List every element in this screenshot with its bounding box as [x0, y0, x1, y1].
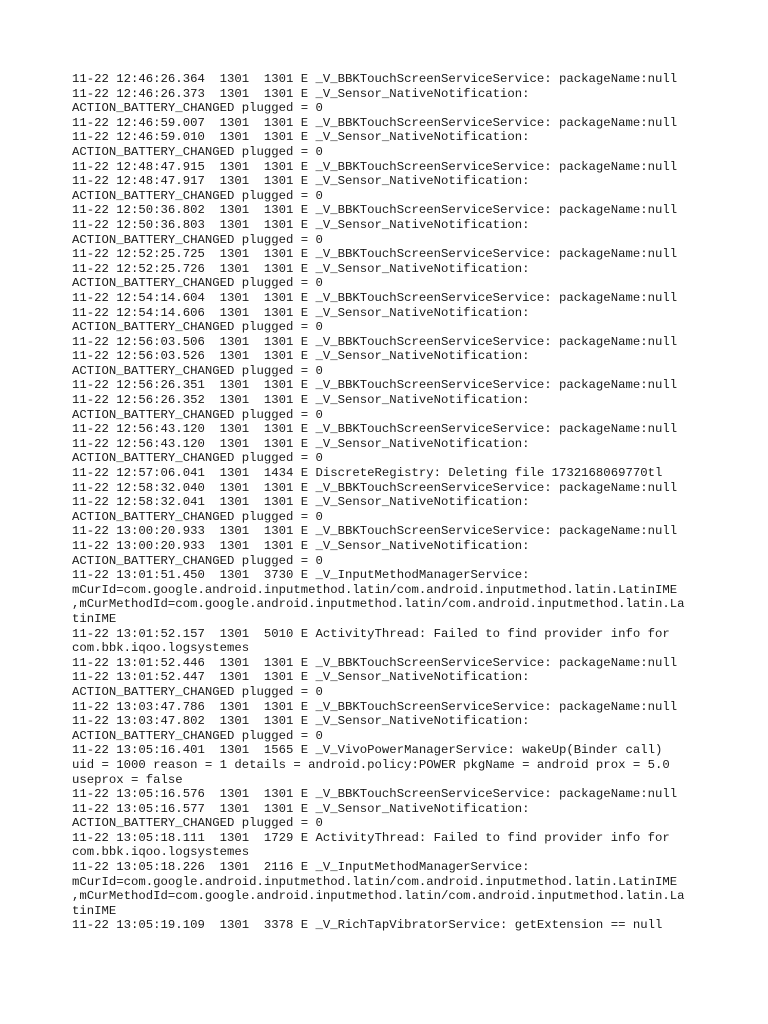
log-line: 11-22 12:56:03.526 1301 1301 E _V_Sensor_NativeNotification: — [72, 349, 530, 364]
log-line: ACTION_BATTERY_CHANGED plugged = 0 — [72, 188, 323, 203]
log-line: ACTION_BATTERY_CHANGED plugged = 0 — [72, 232, 323, 247]
log-line: 11-22 12:52:25.725 1301 1301 E _V_BBKTouchScreenServiceService: packageName:null — [72, 247, 678, 262]
log-line: 11-22 12:52:25.726 1301 1301 E _V_Sensor_NativeNotification: — [72, 261, 530, 276]
log-line: ACTION_BATTERY_CHANGED plugged = 0 — [72, 276, 323, 291]
log-line: 11-22 13:00:20.933 1301 1301 E _V_Sensor_NativeNotification: — [72, 539, 530, 553]
log-line: mCurId=com.google.android.inputmethod.latin/com.android.inputmethod.latin.LatinIME — [72, 874, 678, 889]
log-line: ACTION_BATTERY_CHANGED plugged = 0 — [72, 451, 323, 466]
log-line: 11-22 12:54:14.606 1301 1301 E _V_Sensor_NativeNotification: — [72, 305, 530, 320]
log-line: 11-22 12:56:43.120 1301 1301 E _V_BBKTouchScreenServiceService: packageName:null — [72, 422, 678, 437]
log-line: useprox = false — [72, 772, 183, 787]
log-line: tinIME — [72, 903, 117, 918]
log-line: 11-22 13:01:51.450 1301 3730 E _V_InputMethodManagerService: — [72, 568, 530, 583]
log-line: 11-22 12:46:59.010 1301 1301 E _V_Sensor_NativeNotification: — [72, 130, 530, 145]
log-line: ,mCurMethodId=com.google.android.inputmethod.latin/com.android.inputmethod.latin.La — [72, 889, 685, 904]
log-line: 11-22 12:50:36.802 1301 1301 E _V_BBKTouchScreenServiceService: packageName:null — [72, 203, 678, 218]
log-line: ACTION_BATTERY_CHANGED plugged = 0 — [72, 728, 323, 743]
log-line: ACTION_BATTERY_CHANGED plugged = 0 — [72, 144, 323, 159]
log-line: 11-22 12:48:47.915 1301 1301 E _V_BBKTouchScreenServiceService: packageName:null — [72, 159, 678, 174]
log-line: 11-22 13:01:52.157 1301 5010 E ActivityThread: Failed to find provider info for — [72, 626, 670, 641]
log-line: 11-22 13:03:47.802 1301 1301 E _V_Sensor_NativeNotification: — [72, 714, 530, 729]
log-line: com.bbk.iqoo.logsystemes — [72, 845, 250, 860]
log-line: ACTION_BATTERY_CHANGED plugged = 0 — [72, 407, 323, 422]
log-line: 11-22 13:00:20.933 1301 1301 E _V_BBKTouchScreenServiceService: packageName:null — [72, 524, 678, 539]
log-line: ACTION_BATTERY_CHANGED plugged = 0 — [72, 509, 323, 524]
log-document — [72, 72, 712, 933]
log-line: 11-22 12:56:03.506 1301 1301 E _V_BBKTouchScreenServiceService: packageName:null — [72, 334, 678, 349]
log-line: 11-22 12:56:26.352 1301 1301 E _V_Sensor_NativeNotification: — [72, 393, 530, 408]
log-line: 11-22 12:46:26.364 1301 1301 E _V_BBKTouchScreenServiceService: packageName:null — [72, 72, 678, 86]
log-line: 11-22 13:01:52.446 1301 1301 E _V_BBKTouchScreenServiceService: packageName:null — [72, 655, 678, 670]
log-line: ACTION_BATTERY_CHANGED plugged = 0 — [72, 101, 323, 116]
log-line: ACTION_BATTERY_CHANGED plugged = 0 — [72, 816, 323, 831]
log-line: ACTION_BATTERY_CHANGED plugged = 0 — [72, 684, 323, 699]
log-line: 11-22 12:46:59.007 1301 1301 E _V_BBKTouchScreenServiceService: packageName:null — [72, 115, 678, 130]
log-line: 11-22 13:05:16.401 1301 1565 E _V_VivoPowerManagerService: wakeUp(Binder call) — [72, 743, 663, 758]
log-line: 11-22 13:05:19.109 1301 3378 E _V_RichTapVibratorService: getExtension == null — [72, 918, 663, 933]
log-line: 11-22 13:03:47.786 1301 1301 E _V_BBKTouchScreenServiceService: packageName:null — [72, 699, 678, 714]
log-line: 11-22 12:48:47.917 1301 1301 E _V_Sensor_NativeNotification: — [72, 174, 530, 189]
log-line: 11-22 13:05:18.226 1301 2116 E _V_InputMethodManagerService: — [72, 860, 530, 875]
log-line: ACTION_BATTERY_CHANGED plugged = 0 — [72, 553, 323, 568]
log-line: ACTION_BATTERY_CHANGED plugged = 0 — [72, 320, 323, 335]
log-line: 11-22 13:05:16.577 1301 1301 E _V_Sensor_NativeNotification: — [72, 801, 530, 816]
log-line: 11-22 12:56:43.120 1301 1301 E _V_Sensor_NativeNotification: — [72, 436, 530, 451]
log-line: 11-22 13:05:16.576 1301 1301 E _V_BBKTouchScreenServiceService: packageName:null — [72, 787, 678, 802]
log-line: 11-22 12:57:06.041 1301 1434 E DiscreteRegistry: Deleting file 1732168069770tl — [72, 466, 663, 481]
log-line: 11-22 13:05:18.111 1301 1729 E ActivityThread: Failed to find provider info for — [72, 830, 670, 845]
log-line: mCurId=com.google.android.inputmethod.latin/com.android.inputmethod.latin.LatinIME — [72, 582, 678, 597]
log-line: 11-22 12:58:32.040 1301 1301 E _V_BBKTouchScreenServiceService: packageName:null — [72, 480, 678, 495]
log-line: tinIME — [72, 611, 117, 626]
log-line: ,mCurMethodId=com.google.android.inputmethod.latin/com.android.inputmethod.latin.La — [72, 597, 685, 612]
log-line: 11-22 12:56:26.351 1301 1301 E _V_BBKTouchScreenServiceService: packageName:null — [72, 378, 678, 393]
log-line: 11-22 13:01:52.447 1301 1301 E _V_Sensor_NativeNotification: — [72, 670, 530, 685]
log-line: com.bbk.iqoo.logsystemes — [72, 641, 250, 656]
log-line: 11-22 12:58:32.041 1301 1301 E _V_Sensor_NativeNotification: — [72, 495, 530, 510]
log-line: 11-22 12:54:14.604 1301 1301 E _V_BBKTouchScreenServiceService: packageName:null — [72, 290, 678, 305]
log-line: ACTION_BATTERY_CHANGED plugged = 0 — [72, 363, 323, 378]
log-line: 11-22 12:46:26.373 1301 1301 E _V_Sensor_NativeNotification: — [72, 86, 530, 101]
log-line: uid = 1000 reason = 1 details = android.policy:POWER pkgName = android prox = 5.0 — [72, 757, 670, 772]
log-line: 11-22 12:50:36.803 1301 1301 E _V_Sensor_NativeNotification: — [72, 217, 530, 232]
